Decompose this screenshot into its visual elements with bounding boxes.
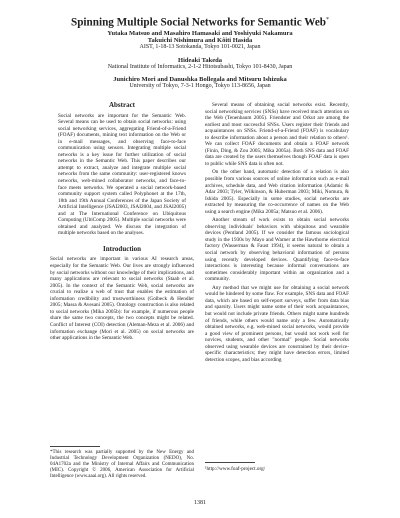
author-names: Hideaki Takeda xyxy=(178,57,222,64)
section-heading-introduction: Introduction xyxy=(103,244,141,253)
author-block-1 xyxy=(0,30,400,52)
author-affiliation: AIST, 1-18-13 Sotokanda, Tokyo 101-0021, Japan xyxy=(139,44,261,51)
title-footnote-mark: * xyxy=(326,17,330,23)
footnote-url: ¹http://www.foaf-project.org/ xyxy=(205,466,266,472)
body-paragraph: Any method that we might use for obtaining a social network would be hindered by some flaw. For example, SNS data and FOAF data, which are based on self-report surveys, suffer from data bias and sparsity. Users might name some of their work acquaintances, but would not include private friends. Others might name hundreds of friends, while others would name only a few. Automatically obtained networks, e.g. web-mined social networks, would provide a good view of prominent persons, but would not work well for novices, students, and other "normal" people. Social networks observed using wearable devices are constrained by their device-specific characteristics; they might have detection errors, limited detection scopes, and bias according xyxy=(205,284,349,363)
title-text: Spinning Multiple Social Networks for Semantic Web xyxy=(70,16,327,29)
body-paragraph: Several means of obtaining social networks exist. Recently, social networking services (SNSs) have received much attention on the Web (Tenenbaum 2005). Friendster and Orkut are among the earliest and most successful SNSs. Users register their friends and acquaintances on SNSs. Friend-of-a-Friend (FOAF) is vocabulary to describe information about a person and their relation to others¹. We can collect FOAF documents and obtain a FOAF network (Finin, Ding, & Zou 2005; Mika 2005a). Both SNS data and FOAF data are created by the users themselves though FOAF data is open to public while SNS data is often not. xyxy=(205,102,349,167)
page-number: 1381 xyxy=(194,500,206,506)
intro-paragraph: Social networks are important in various AI research areas, especially for the Semantic Web. Our lives are strongly influenced by social networks without our knowledge of their implications, and many applications are relevant to social networks (Staab et al. 2005). In the context of the Semantic Web, social networks are crucial to realize a web of trust that enables the estimation of information credibility and trustworthiness (Golbeck & Hendler 2005; Massa & Avesani 2005). Ontology construction is also related to social networks (Mika 2005b): for example, if numerous people share the same two concepts, the two concepts might be related. Conflict of Interest (COI) detection (Aleman-Meza et al. 2006) and information exchange (Mori et al. 2005) on social networks are other applications in the Semantic Web. xyxy=(50,256,194,342)
body-paragraph: Another stream of work exists to obtain social networks observing individuals' behaviors with ubiquitous and wearable devices (Pentland 2005). If we consider the famous sociological study in the 1930s by Mayo and Warner at the Hawthorne electrical factory (Wasserman & Faust 1994), it seems natural to obtain a social network by observing behavioral information of persons using recently developed devices. Quantifying face-to-face interactions is interesting because informal conversations are sometimes considerably important within an organization and a community. xyxy=(205,217,349,283)
body-paragraph: On the other hand, automatic detection of a relation is also possible from various sources of online information such as e-mail archives, schedule data, and Web citation information (Adamic & Adar 2003; Tyler, Wilkinson, & Huberman 2003; Miki, Nomura, & Ishida 2005). Especially in some studies, social networks are extracted by measuring the co-occurrence of names on the Web using a search engine (Mika 2005a; Matsuo et al. 2006). xyxy=(205,169,349,215)
footnote-rule xyxy=(205,462,255,463)
author-names: Junichiro Mori and Danushka Bollegala and Mitsuru Ishizuka xyxy=(113,76,287,83)
author-names: Takuichi Nishimura and Kôiti Hasida xyxy=(147,37,253,45)
author-affiliation: National Institute of Informatics, 2-1-2 Hitotsubashi, Tokyo 101-8430, Japan xyxy=(107,64,293,71)
footnote-rule xyxy=(50,446,100,447)
paper-title xyxy=(0,14,400,30)
footnote-text: *This research was partially supported by the New Energy and Industrial Technology Development Organization (NEDO), No. 04A1702a and the Ministry of Internal Affairs and Communication (MIC). Copyright © 2006, American Association for Artificial Intelligence (www.aaai.org). All rights reserved. xyxy=(50,450,194,479)
abstract-heading: Abstract xyxy=(108,101,136,109)
abstract-text: Social networks are important for the Semantic Web. Several means can be used to obtain social networks: using social networking services, aggregating Friend-of-a-Friend (FOAF) documents, mining text information on the Web or in e-mail messages, and observing face-to-face communication using sensors. Integrating multiple social networks is a key issue for further utilization of social networks in the Semantic Web. This paper describes our attempt to extract, analyze and integrate multiple social networks from the same community: user-registered knows networks, web-mined collaborator networks, and face-to-face meets networks. We operated a social network-based community support system called Polyphonet at the 17th, 18th and 19th Annual Conferences of the Japan Society of Artificial Intelligence (JSAI2003, JSAI2004, and JSAI2005) and at The International Conference on Ubiquitous Computing (UbiComp 2005). Multiple social networks were obtained and analyzed. We discuss the integration of multiple networks based on the analyses. xyxy=(58,112,186,237)
author-block-2 xyxy=(0,57,400,71)
left-column xyxy=(50,102,194,344)
author-names: Yutaka Matsuo and Masahiro Hamasaki and Yoshiyuki Nakamura xyxy=(107,30,293,37)
right-column xyxy=(205,102,349,365)
author-block-3 xyxy=(0,76,400,90)
author-affiliation: University of Tokyo, 7-3-1 Hongo, Tokyo 113-8656, Japan xyxy=(129,83,271,90)
